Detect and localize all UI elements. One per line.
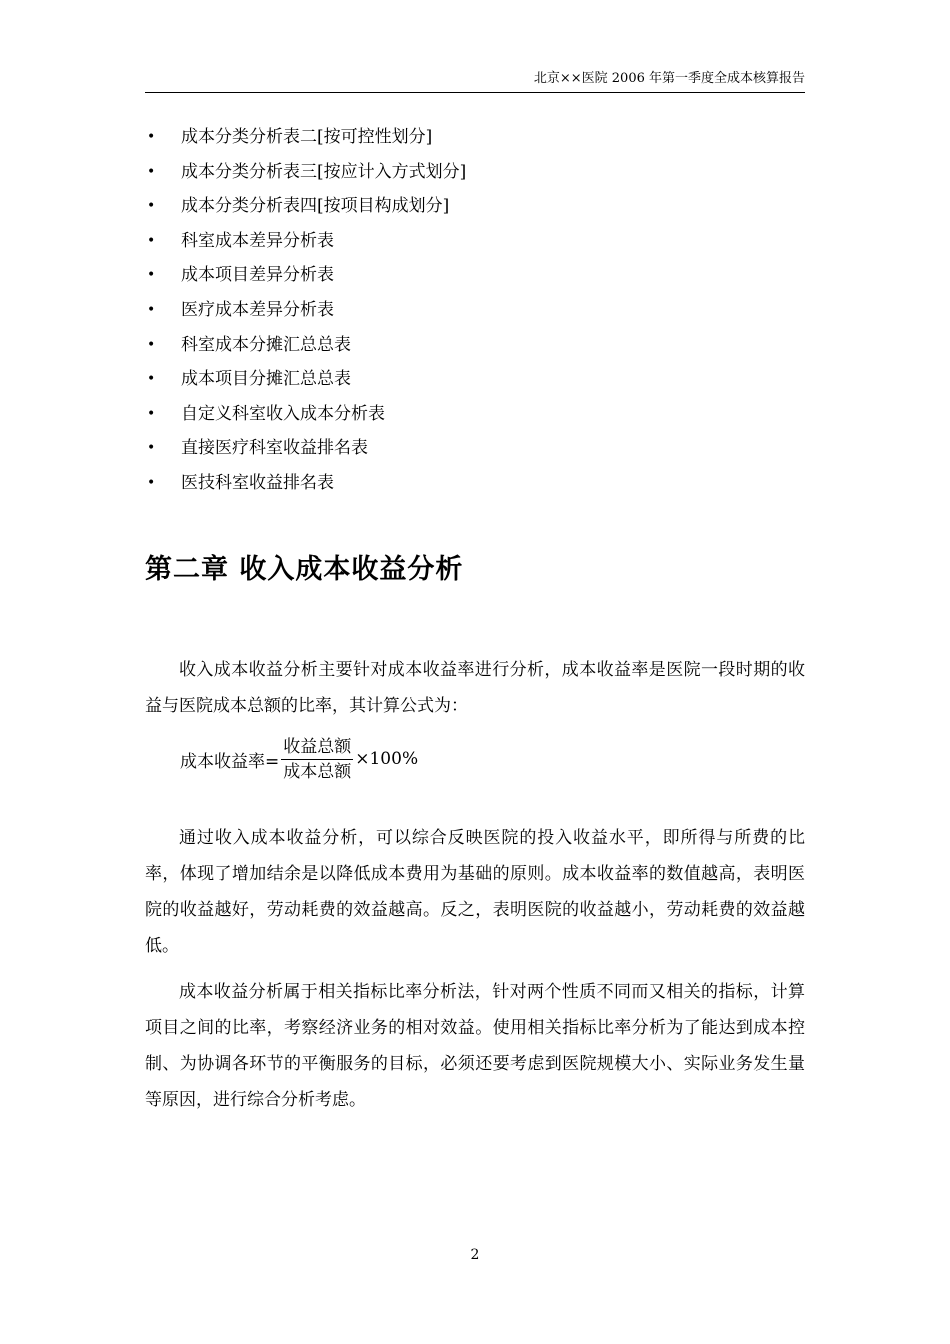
formula-fraction: [281, 736, 353, 783]
bullet-icon: •: [147, 301, 156, 318]
bullet-icon: •: [147, 232, 156, 249]
list-item: [145, 189, 805, 224]
method-paragraph: 成本收益分析属于相关指标比率分析法，针对两个性质不同而又相关的指标，计算项目之间的比率，考察经济业务的相对效益。使用相关指标比率分析为了能达到成本控制、为协调各环节的平衡服务的目标，必须还要考虑到医院规模大小、实际业务发生量等原因，进行综合分析考虑。: [145, 982, 805, 1110]
list-item-text: 科室成本分摊汇总总表: [181, 334, 351, 355]
list-item: [145, 466, 805, 501]
list-item-text: 医技科室收益排名表: [181, 472, 334, 493]
list-item-text: 科室成本差异分析表: [181, 230, 334, 251]
revenue-ratio-formula: [180, 733, 418, 785]
header-rule: [145, 92, 805, 93]
bullet-icon: •: [147, 267, 156, 284]
list-item: [145, 431, 805, 466]
intro-paragraph: 收入成本收益分析主要针对成本收益率进行分析，成本收益率是医院一段时期的收益与医院成本总额的比率，其计算公式为：: [145, 660, 805, 716]
chapter-title: 第二章 收入成本收益分析: [145, 554, 464, 585]
formula-multiplier: ×100%: [355, 749, 419, 769]
bullet-icon: •: [147, 405, 156, 422]
list-item: [145, 224, 805, 259]
list-item-text: 成本项目差异分析表: [181, 265, 334, 286]
list-item-text: 医疗成本差异分析表: [181, 299, 334, 320]
list-item-text: 成本项目分摊汇总总表: [181, 369, 351, 390]
list-item-text: 成本分类分析表三[按应计入方式划分]: [181, 161, 467, 182]
bullet-icon: •: [147, 129, 156, 145]
list-item: [145, 258, 805, 293]
bullet-icon: •: [147, 440, 156, 457]
report-table-list: [145, 120, 805, 501]
list-item-text: 自定义科室收入成本分析表: [181, 403, 385, 424]
bullet-icon: •: [147, 474, 156, 491]
page-number: 2: [470, 1247, 480, 1263]
explanation-paragraph: 通过收入成本收益分析，可以综合反映医院的投入收益水平，即所得与所费的比率，体现了增加结余是以降低成本费用为基础的原则。成本收益率的数值越高，表明医院的收益越好，劳动耗费的效益越高。反之，表明医院的收益越小，劳动耗费的效益越低。: [145, 828, 805, 956]
bullet-icon: •: [147, 336, 156, 353]
list-item: [145, 155, 805, 190]
list-item: [145, 328, 805, 363]
formula-numerator: 收益总额: [283, 736, 352, 757]
list-item: [145, 293, 805, 328]
formula-lhs: 成本收益率=: [180, 751, 280, 772]
list-item: [145, 397, 805, 432]
bullet-icon: •: [147, 163, 156, 180]
formula-denominator: 成本总额: [281, 759, 353, 783]
list-item-text: 直接医疗科室收益排名表: [181, 438, 368, 459]
bullet-icon: •: [147, 371, 156, 388]
bullet-icon: •: [147, 198, 156, 215]
list-item: [145, 120, 805, 155]
list-item-text: 成本分类分析表二[按可控性划分]: [181, 127, 433, 147]
list-item: [145, 362, 805, 397]
list-item-text: 成本分类分析表四[按项目构成划分]: [181, 196, 450, 217]
running-header: 北京××医院 2006 年第一季度全成本核算报告: [533, 71, 805, 86]
